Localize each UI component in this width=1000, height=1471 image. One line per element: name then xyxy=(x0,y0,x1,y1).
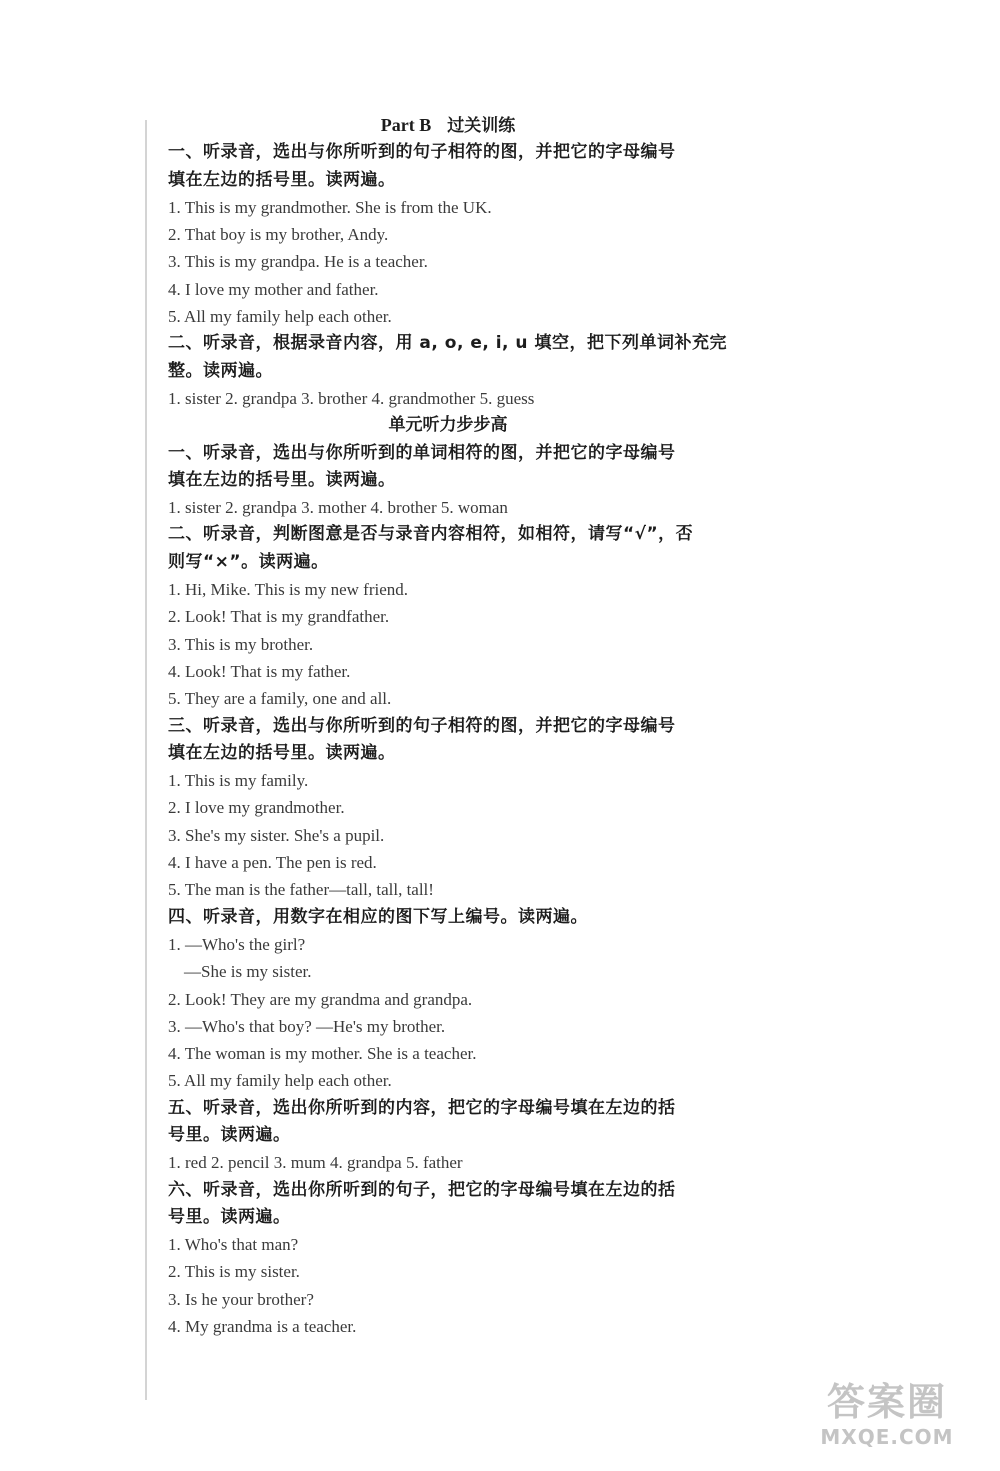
section-heading: 号里。读两遍。 xyxy=(168,1206,291,1227)
exercise-item: —She is my sister. xyxy=(184,962,312,982)
exercise-item: 3. Is he your brother? xyxy=(168,1289,314,1309)
section-heading: 填在左边的括号里。读两遍。 xyxy=(168,169,396,190)
exercise-item: 2. This is my sister. xyxy=(168,1262,300,1282)
page-title-cn: 过关训练 xyxy=(447,116,516,136)
exercise-item: 2. That boy is my brother, Andy. xyxy=(168,225,389,245)
page-title-en: Part B xyxy=(380,115,432,135)
exercise-item: 5. They are a family, one and all. xyxy=(168,689,392,709)
section-heading: 四、听录音，用数字在相应的图下写上编号。读两遍。 xyxy=(168,906,588,927)
exercise-lines xyxy=(168,139,728,1340)
exercise-item: 1. —Who's the girl? xyxy=(168,934,306,954)
section-heading: 填在左边的括号里。读两遍。 xyxy=(168,742,396,763)
exercise-item: 1. Hi, Mike. This is my new friend. xyxy=(168,580,409,600)
section-heading: 六、听录音，选出你所听到的句子，把它的字母编号填在左边的括 xyxy=(168,1179,676,1200)
watermark xyxy=(812,1379,962,1459)
watermark-logo: 答案圈 xyxy=(826,1380,947,1424)
section-heading: 号里。读两遍。 xyxy=(168,1124,291,1145)
exercise-item: 1. sister 2. grandpa 3. brother 4. grandmother 5. guess xyxy=(168,388,535,408)
exercise-item: 4. Look! That is my father. xyxy=(168,661,351,681)
exercise-item: 4. My grandma is a teacher. xyxy=(168,1317,357,1337)
section-heading: 填在左边的括号里。读两遍。 xyxy=(168,469,396,490)
page-margin-line xyxy=(145,120,147,1400)
section-heading: 一、听录音，选出与你所听到的句子相符的图，并把它的字母编号 xyxy=(168,142,676,163)
page-title xyxy=(168,112,728,139)
section-heading: 一、听录音，选出与你所听到的单词相符的图，并把它的字母编号 xyxy=(168,442,676,463)
document-body xyxy=(168,112,728,1340)
exercise-item: 3. —Who's that boy? —He's my brother. xyxy=(168,1016,446,1036)
exercise-item: 4. I love my mother and father. xyxy=(168,279,379,299)
exercise-item: 3. This is my brother. xyxy=(168,634,314,654)
exercise-item: 5. All my family help each other. xyxy=(168,307,392,327)
exercise-item: 4. The woman is my mother. She is a teacher. xyxy=(168,1044,477,1064)
section-heading: 五、听录音，选出你所听到的内容，把它的字母编号填在左边的括 xyxy=(168,1097,676,1118)
watermark-url: MXQE.COM xyxy=(820,1425,954,1449)
exercise-item: 3. This is my grandpa. He is a teacher. xyxy=(168,252,428,272)
exercise-item: 3. She's my sister. She's a pupil. xyxy=(168,825,385,845)
exercise-item: 5. The man is the father—tall, tall, tall! xyxy=(168,880,434,900)
exercise-item: 2. Look! They are my grandma and grandpa. xyxy=(168,989,473,1009)
exercise-item: 5. All my family help each other. xyxy=(168,1071,392,1091)
section-heading: 三、听录音，选出与你所听到的句子相符的图，并把它的字母编号 xyxy=(168,715,676,736)
section-heading: 则写“×”。读两遍。 xyxy=(168,551,329,572)
section-title: 单元听力步步高 xyxy=(388,415,508,436)
exercise-item: 2. I love my grandmother. xyxy=(168,798,345,818)
section-heading: 二、听录音，判断图意是否与录音内容相符，如相符，请写“√”，否 xyxy=(168,524,694,545)
exercise-item: 1. red 2. pencil 3. mum 4. grandpa 5. father xyxy=(168,1153,463,1173)
exercise-item: 1. This is my grandmother. She is from the UK. xyxy=(168,197,492,217)
exercise-item: 1. This is my family. xyxy=(168,771,309,791)
exercise-item: 4. I have a pen. The pen is red. xyxy=(168,853,377,873)
exercise-item: 1. Who's that man? xyxy=(168,1235,299,1255)
exercise-item: 1. sister 2. grandpa 3. mother 4. brother 5. woman xyxy=(168,498,508,518)
section-heading: 二、听录音，根据录音内容，用 a, o, e, i, u 填空，把下列单词补充完 xyxy=(168,333,727,354)
exercise-item: 2. Look! That is my grandfather. xyxy=(168,607,390,627)
section-heading: 整。读两遍。 xyxy=(168,360,273,381)
